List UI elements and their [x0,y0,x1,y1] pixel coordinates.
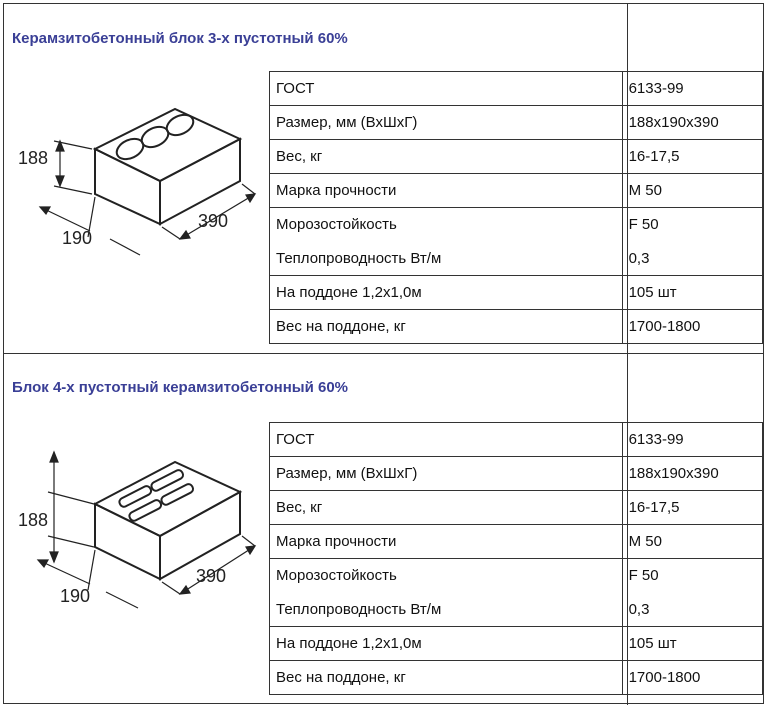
length-label: 390 [196,566,227,586]
spec-value: 0,3 [622,242,762,276]
spec-row [270,140,763,174]
spec-label: Теплопроводность Вт/м [270,593,623,627]
spec-row [270,208,763,242]
spec-row [270,627,763,661]
spec-value: 6133-99 [622,423,762,457]
height-label: 188 [18,148,49,168]
spec-row [270,525,763,559]
height-label: 188 [18,510,49,530]
spec-label: Вес на поддоне, кг [270,310,623,344]
spec-label: Теплопроводность Вт/м [270,242,623,276]
spec-value: 188х190х390 [622,457,762,491]
spec-label: Марка прочности [270,525,623,559]
spec-table-2 [269,422,763,695]
spec-row [270,72,763,106]
spec-value: 6133-99 [622,72,762,106]
width-label: 190 [62,228,93,248]
spec-label: Вес, кг [270,140,623,174]
block-top-face [95,109,240,181]
product-section-2 [3,353,764,704]
product-title-2: Блок 4-х пустотный керамзитобетонный 60% [12,379,349,396]
spec-row [270,310,763,344]
spec-row [270,457,763,491]
spec-row [270,276,763,310]
block-front-face [95,504,160,579]
spec-value: F 50 [622,208,762,242]
product-title-1: Керамзитобетонный блок 3-х пустотный 60% [12,30,348,47]
spec-row [270,491,763,525]
spec-value: М 50 [622,525,762,559]
spec-row [270,242,763,276]
width-label: 190 [60,586,91,606]
spec-label: Марка прочности [270,174,623,208]
spec-value: 105 шт [622,276,762,310]
product-section-1 [3,3,764,353]
spec-label: Размер, мм (ВхШхГ) [270,106,623,140]
spec-row [270,423,763,457]
spec-label: На поддоне 1,2х1,0м [270,276,623,310]
length-label: 390 [198,211,229,231]
spec-label: Вес, кг [270,491,623,525]
spec-value: 16-17,5 [622,140,762,174]
spec-row [270,593,763,627]
spec-row [270,661,763,695]
block-front-face [95,149,160,224]
spec-label: Размер, мм (ВхШхГ) [270,457,623,491]
spec-label: Морозостойкость [270,559,623,593]
spec-label: ГОСТ [270,423,623,457]
spec-value: 1700-1800 [622,310,762,344]
spec-label: Вес на поддоне, кг [270,661,623,695]
spec-row [270,106,763,140]
spec-row [270,559,763,593]
spec-value: 188х190х390 [622,106,762,140]
spec-value: М 50 [622,174,762,208]
spec-value: 16-17,5 [622,491,762,525]
spec-value: 0,3 [622,593,762,627]
spec-label: ГОСТ [270,72,623,106]
spec-label: На поддоне 1,2х1,0м [270,627,623,661]
block-top-face [95,462,240,536]
four-hole-block-drawing [10,434,260,624]
three-hole-block-drawing [10,89,260,269]
spec-label: Морозостойкость [270,208,623,242]
spec-value: 1700-1800 [622,661,762,695]
spec-value: 105 шт [622,627,762,661]
spec-table-1 [269,71,763,344]
spec-value: F 50 [622,559,762,593]
spec-row [270,174,763,208]
